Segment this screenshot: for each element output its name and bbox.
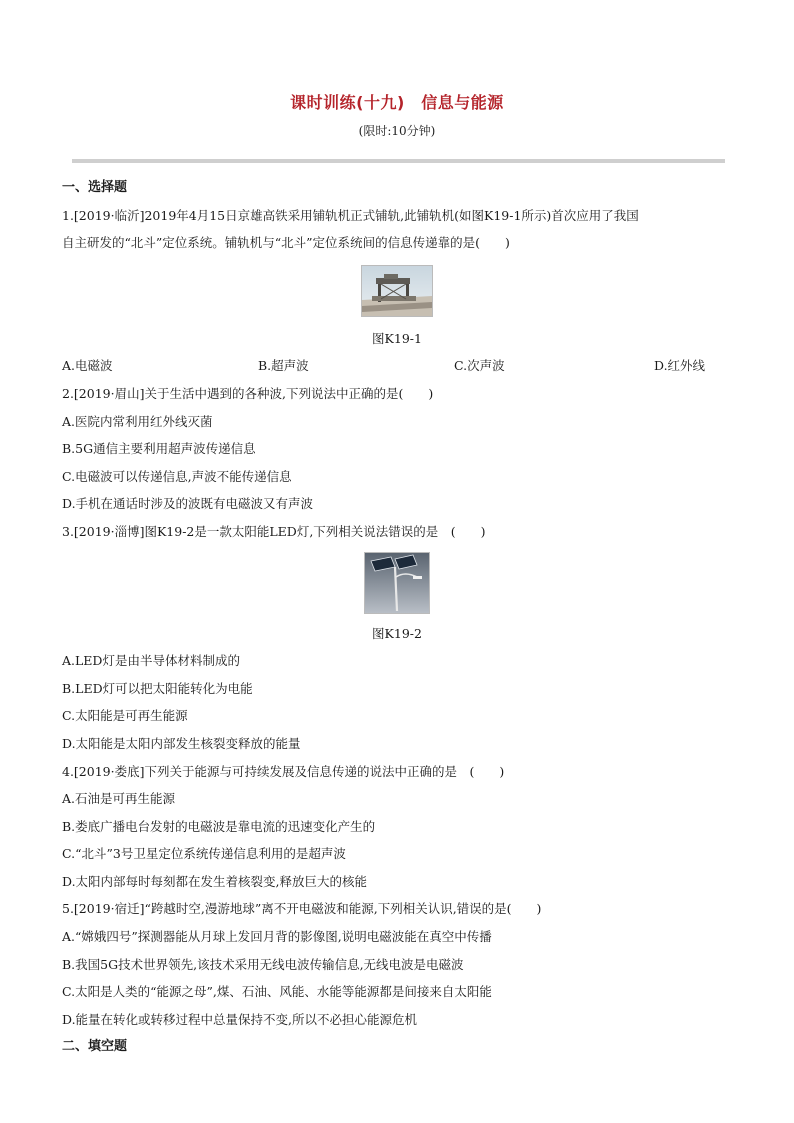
q1-stem-line2: 自主研发的“北斗”定位系统。铺轨机与“北斗”定位系统间的信息传递靠的是( ) [62, 235, 510, 251]
divider [72, 159, 725, 163]
q2-option-b: B.5G通信主要利用超声波传递信息 [62, 441, 256, 457]
section-heading-fill: 二、填空题 [62, 1039, 128, 1055]
q4-option-d: D.太阳内部每时每刻都在发生着核裂变,释放巨大的核能 [62, 873, 368, 889]
q3-option-d: D.太阳能是太阳内部发生核裂变释放的能量 [62, 735, 301, 751]
section-heading-choice: 一、选择题 [62, 180, 128, 195]
q1-option-b: B.超声波 [258, 358, 309, 374]
q5-option-c: C.太阳是人类的“能源之母”,煤、石油、风能、水能等能源都是间接来自太阳能 [62, 984, 492, 1000]
q1-option-a: A.电磁波 [62, 358, 113, 374]
q5-option-a: A.“嫦娥四号”探测器能从月球上发回月背的影像图,说明电磁波能在真空中传播 [62, 929, 492, 945]
q3-stem: 3.[2019·淄博]图K19-2是一款太阳能LED灯,下列相关说法错误的是 ( ) [62, 523, 486, 539]
q3-option-c: C.太阳能是可再生能源 [62, 708, 188, 724]
q4-stem: 4.[2019·娄底]下列关于能源与可持续发展及信息传递的说法中正确的是 ( ) [62, 763, 505, 779]
q5-stem: 5.[2019·宿迁]“跨越时空,漫游地球”离不开电磁波和能源,下列相关认识,错误的是( ) [62, 901, 542, 917]
q2-stem: 2.[2019·眉山]关于生活中遇到的各种波,下列说法中正确的是( ) [62, 385, 434, 401]
q3-option-b: B.LED灯可以把太阳能转化为电能 [62, 680, 253, 696]
q1-option-c: C.次声波 [454, 358, 505, 374]
q5-option-d: D.能量在转化或转移过程中总量保持不变,所以不必担心能源危机 [62, 1011, 418, 1027]
page-title: 课时训练(十九) 信息与能源 [290, 93, 504, 112]
q3-option-a: A.LED灯是由半导体材料制成的 [62, 653, 240, 669]
q2-option-c: C.电磁波可以传递信息,声波不能传递信息 [62, 468, 292, 484]
figure-caption-k19-1: 图K19-1 [372, 330, 422, 346]
q2-option-a: A.医院内常利用红外线灭菌 [62, 413, 213, 429]
q5-option-b: B.我国5G技术世界领先,该技术采用无线电波传输信息,无线电波是电磁波 [62, 956, 464, 972]
worksheet-body [62, 174, 732, 1061]
q4-option-a: A.石油是可再生能源 [62, 791, 176, 807]
q1-option-d: D.红外线 [654, 358, 706, 374]
solar-led-lamp-image [364, 552, 430, 614]
track-laying-machine-image [361, 265, 433, 317]
q4-option-b: B.娄底广播电台发射的电磁波是靠电流的迅速变化产生的 [62, 818, 376, 834]
q1-stem-line1: 1.[2019·临沂]2019年4月15日京雄高铁采用铺轨机正式铺轨,此铺轨机(如图K19-1所示)首次应用了我国 [62, 207, 639, 223]
time-limit: (限时:10分钟) [358, 124, 436, 138]
q4-option-c: C.“北斗”3号卫星定位系统传递信息利用的是超声波 [62, 846, 346, 862]
q1-options [62, 352, 732, 380]
figure-caption-k19-2: 图K19-2 [372, 625, 422, 641]
q2-option-d: D.手机在通话时涉及的波既有电磁波又有声波 [62, 496, 314, 512]
